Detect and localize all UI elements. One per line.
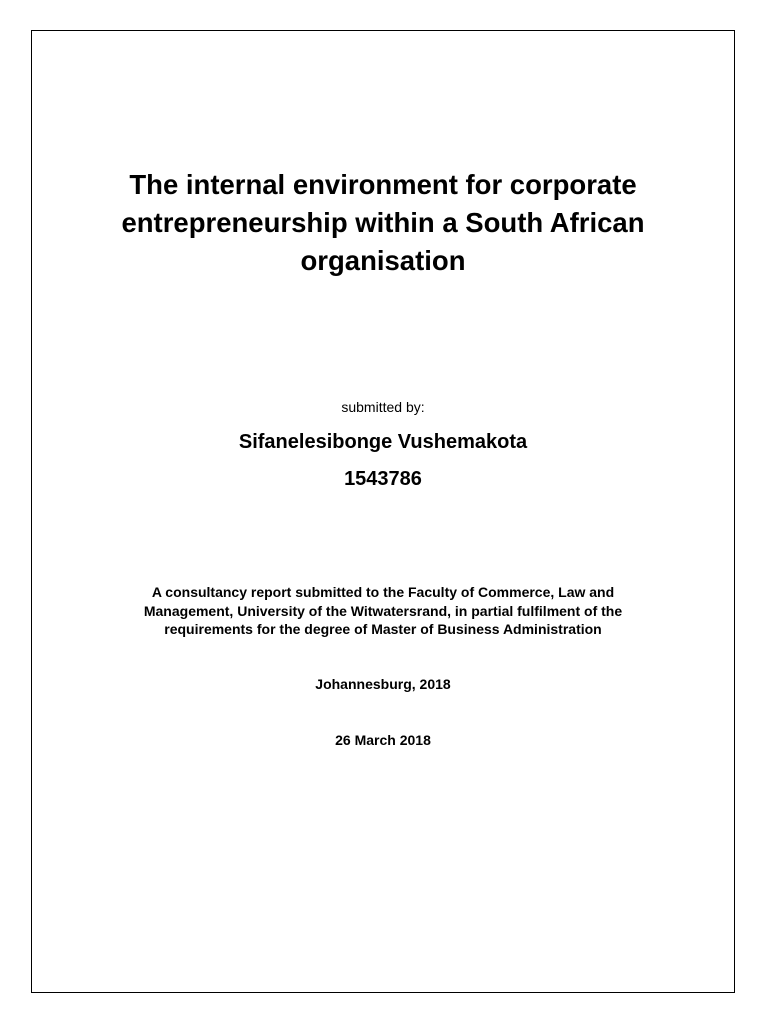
document-title: The internal environment for corporate entrepreneurship within a South African organisation [121, 169, 645, 276]
student-number: 1543786 [344, 468, 422, 490]
submission-date: 26 March 2018 [335, 732, 431, 748]
place-and-year: Johannesburg, 2018 [315, 676, 451, 692]
submitted-by-label: submitted by: [341, 399, 425, 415]
author-name: Sifanelesibonge Vushemakota [238, 431, 528, 453]
report-description: A consultancy report submitted to the Faculty of Commerce, Law and Management, University of the Witwatersrand, in partial fulfilment of the requirements for the degree of Master of Business Administration [143, 584, 623, 637]
